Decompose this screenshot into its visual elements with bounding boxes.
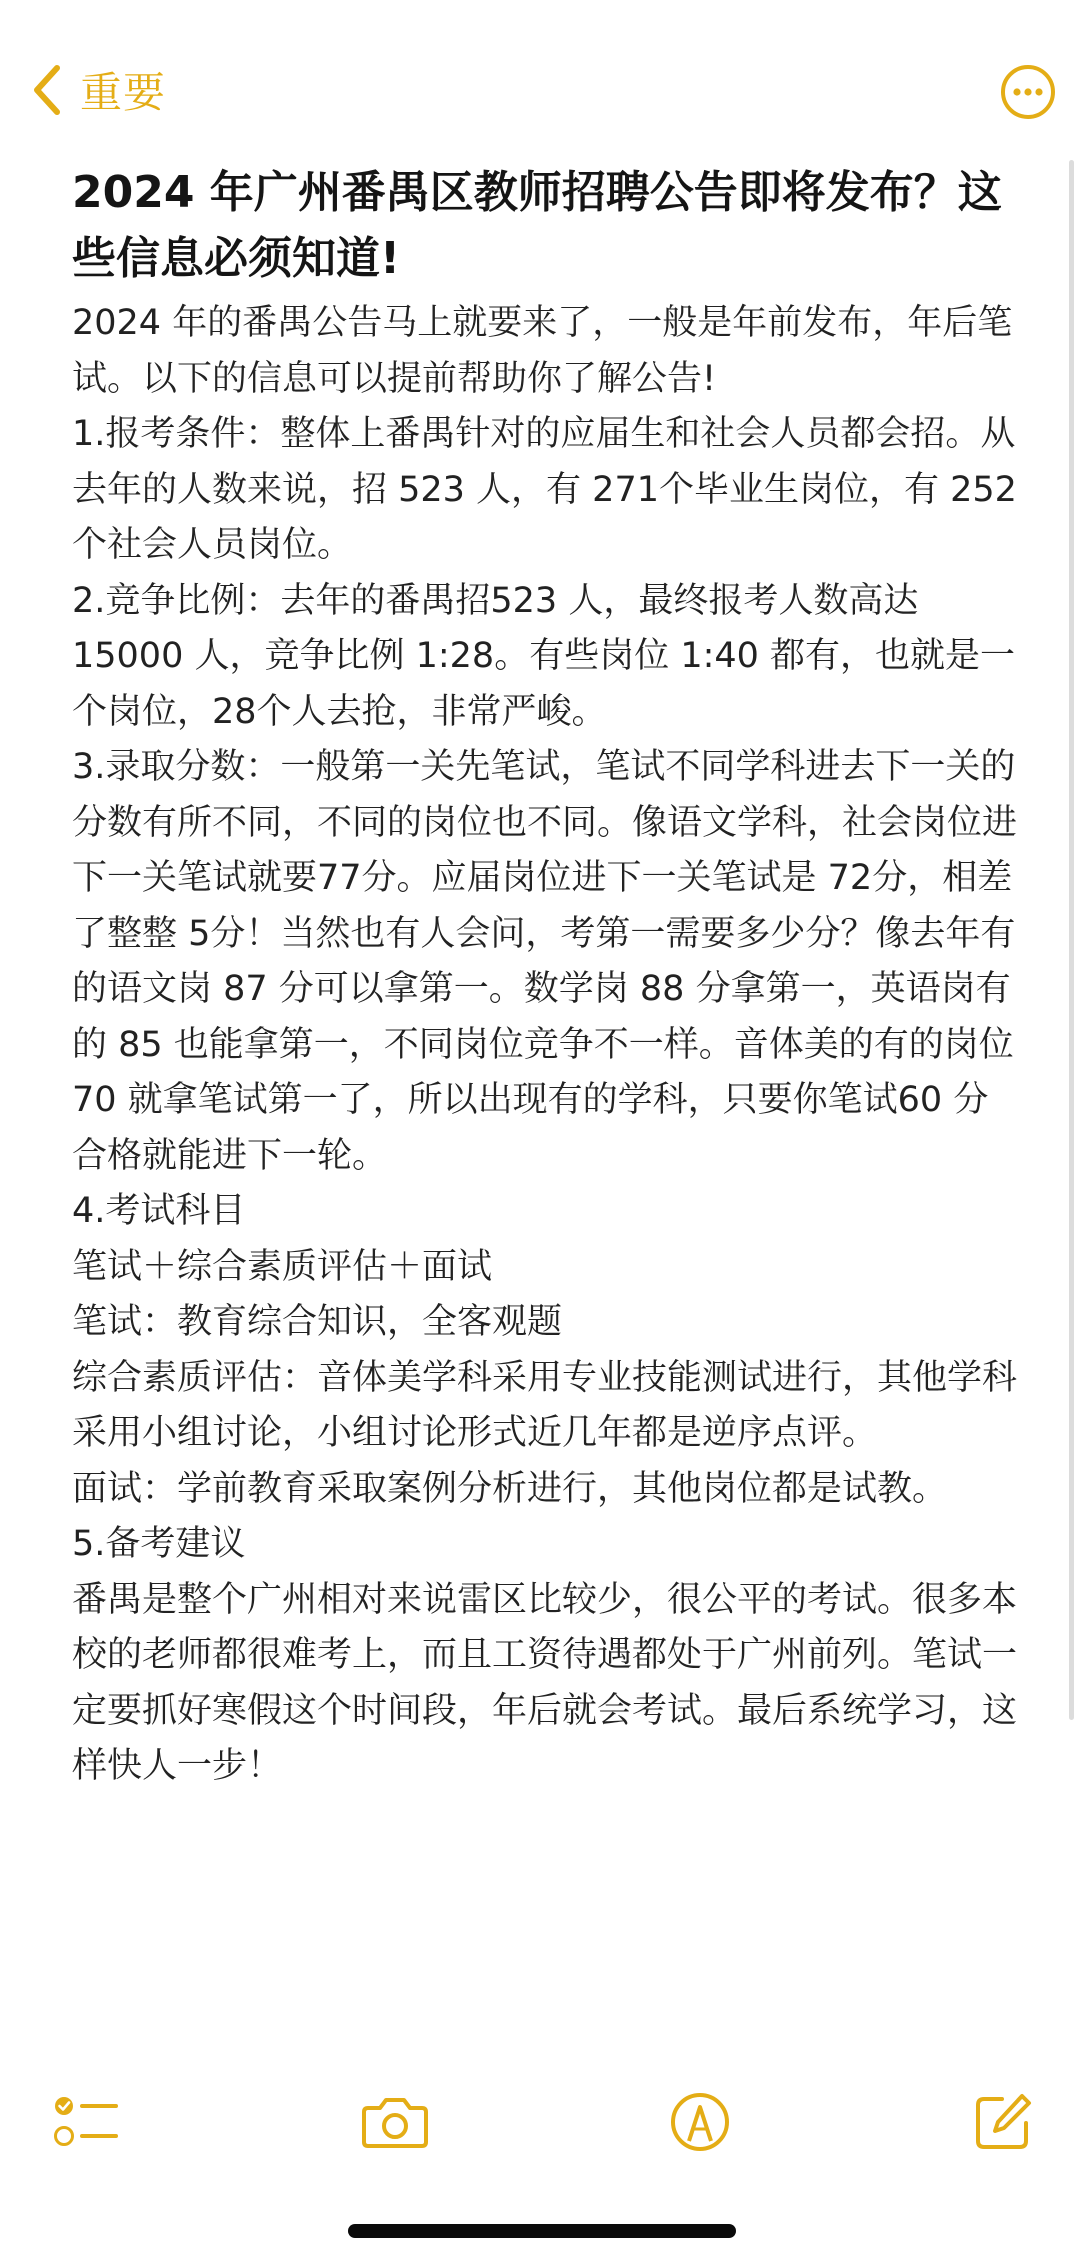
chevron-left-icon [26,62,66,118]
note-paragraph-advice-heading: 5.备考建议 [72,1524,246,1564]
bottom-toolbar [0,2075,1080,2165]
compose-icon [972,2091,1034,2153]
note-paragraph-advice: 番禺是整个广州相对来说雷区比较少，很公平的考试。很多本校的老师都很难考上，而且工资待遇都处于广州前列。笔试一定要抓好寒假这个时间段，年后就会考试。最后系统学习，这样快人一步！ [72,1579,1018,1786]
markup-pen-icon [669,2091,731,2153]
camera-button[interactable] [360,2087,430,2157]
checklist-icon [54,2092,120,2152]
markup-button[interactable] [665,2087,735,2157]
note-paragraph-subjects-heading: 4.考试科目 [72,1191,246,1231]
note-paragraph-requirements: 1.报考条件：整体上番禺针对的应届生和社会人员都会招。从去年的人数来说，招 523 人，有 271个毕业生岗位，有 252个社会人员岗位。 [72,414,1017,565]
back-button[interactable] [26,58,166,122]
note-paragraph-intro: 2024 年的番禺公告马上就要来了，一般是年前发布，年后笔试。以下的信息可以提前帮助你了解公告! [72,303,1013,399]
home-indicator[interactable] [348,2224,736,2238]
scroll-indicator[interactable] [1069,160,1074,1720]
note-content[interactable] [72,160,1017,1795]
top-navigation-bar [0,0,1080,150]
note-paragraph-assessment: 综合素质评估：音体美学科采用专业技能测试进行，其他学科采用小组讨论，小组讨论形式近几年都是逆序点评。 [72,1357,1018,1453]
back-label: 重要 [80,68,167,117]
compose-button[interactable] [968,2087,1038,2157]
note-paragraph-subjects-list: 笔试＋综合素质评估＋面试 [72,1246,493,1287]
camera-icon [360,2094,430,2150]
note-paragraph-scores: 3.录取分数：一般第一关先笔试，笔试不同学科进去下一关的分数有所不同，不同的岗位也不同。像语文学科，社会岗位进下一关笔试就要77分。应届岗位进下一关笔试是 72分，相差了整整 5分！当然也有人会问，考第一需要多少分？像去年有的语文岗 87 分可以拿第一。数学岗 88 分拿第一，英语岗有的 85 也能拿第一，不同岗位竞争不一样。音体美的有的岗位70 就拿笔试第一了，所以出现有的学科，只要你笔试60 分合格就能进下一轮。 [72,747,1018,1176]
note-paragraph-competition: 2.竞争比例：去年的番禺招523 人，最终报考人数高达15000 人，竞争比例 1:28。有些岗位 1:40 都有，也就是一个岗位，28个人去抢，非常严峻。 [72,580,1016,732]
more-options-button[interactable] [1000,64,1056,120]
note-paragraph-interview: 面试：学前教育采取案例分析进行，其他岗位都是试教。 [72,1468,948,1509]
ellipsis-circle-icon [1000,64,1056,120]
checklist-button[interactable] [52,2087,122,2157]
note-paragraph-written-exam: 笔试：教育综合知识，全客观题 [72,1302,563,1342]
note-title: 2024 年广州番禺区教师招聘公告即将发布？这些信息必须知道! [72,167,1002,284]
